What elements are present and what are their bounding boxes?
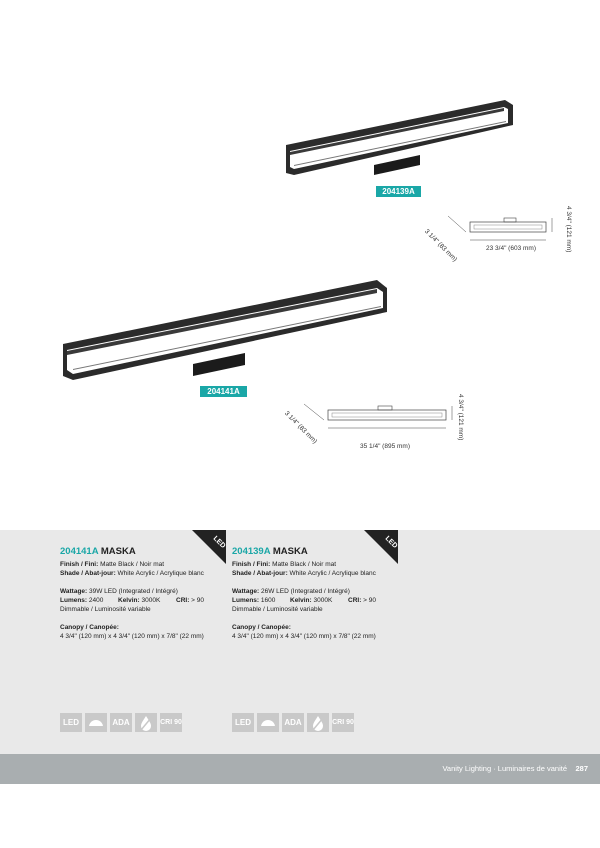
product-spec-204139A: 204139A MASKA Finish / Fini: Matte Black / Noir mat Shade / Abat-jour: White Acrylic / Acrylique blanc Wattage: 26W LED (Integrated / Intégré) Lumens: 1600 Kelvin: 3000K CRI: > 90 Dimmable / Luminosité variable Canopy / Canopée: 4 3/4" (120 mm) x 4 3/4" (120 mm) x 7/8" (22 mm) bbox=[232, 546, 400, 641]
ada-icon: ADA bbox=[110, 713, 132, 732]
led-corner-badge: LED bbox=[364, 530, 398, 564]
product-spec-204141A: 204141A MASKA Finish / Fini: Matte Black / Noir mat Shade / Abat-jour: White Acrylic / Acrylique blanc Wattage: 39W LED (Integrated / Intégré) Lumens: 2400 Kelvin: 3000K CRI: > 90 Dimmable / Luminosité variable Canopy / Canopée: 4 3/4" (120 mm) x 4 3/4" (120 mm) x 7/8" (22 mm) bbox=[60, 546, 228, 641]
depth-dimension: 3 1/4" (83 mm) bbox=[283, 410, 319, 446]
height-dimension: 4 3/4" (121 mm) bbox=[457, 394, 464, 441]
feature-icons bbox=[232, 713, 354, 732]
cri-icon: CRI 90 bbox=[160, 713, 182, 732]
width-dimension: 35 1/4" (895 mm) bbox=[360, 443, 410, 450]
height-dimension: 4 3/4" (121 mm) bbox=[565, 206, 572, 253]
page-number: 287 bbox=[575, 764, 588, 773]
product-code-badge: 204141A bbox=[200, 386, 247, 397]
cri-icon: CRI 90 bbox=[332, 713, 354, 732]
product-title: 204139A MASKA bbox=[232, 546, 308, 557]
fixture-204141A-image bbox=[55, 276, 395, 386]
led-icon: LED bbox=[60, 713, 82, 732]
dimension-drawing-204139A bbox=[440, 210, 560, 260]
specs-panel bbox=[0, 530, 600, 754]
led-corner-badge: LED bbox=[192, 530, 226, 564]
dimmable-icon bbox=[257, 713, 279, 732]
feature-icons bbox=[60, 713, 182, 732]
led-icon: LED bbox=[232, 713, 254, 732]
dimmable-icon bbox=[85, 713, 107, 732]
footer-section-title: Vanity Lighting · Luminaires de vanité bbox=[442, 764, 567, 773]
dry-location-icon bbox=[135, 713, 157, 732]
page-footer bbox=[0, 754, 600, 784]
dry-location-icon bbox=[307, 713, 329, 732]
fixture-204139A-image bbox=[280, 95, 520, 185]
depth-dimension: 3 1/4" (83 mm) bbox=[423, 228, 459, 264]
product-code-badge: 204139A bbox=[376, 186, 421, 197]
product-title: 204141A MASKA bbox=[60, 546, 136, 557]
ada-icon: ADA bbox=[282, 713, 304, 732]
width-dimension: 23 3/4" (603 mm) bbox=[486, 245, 536, 252]
